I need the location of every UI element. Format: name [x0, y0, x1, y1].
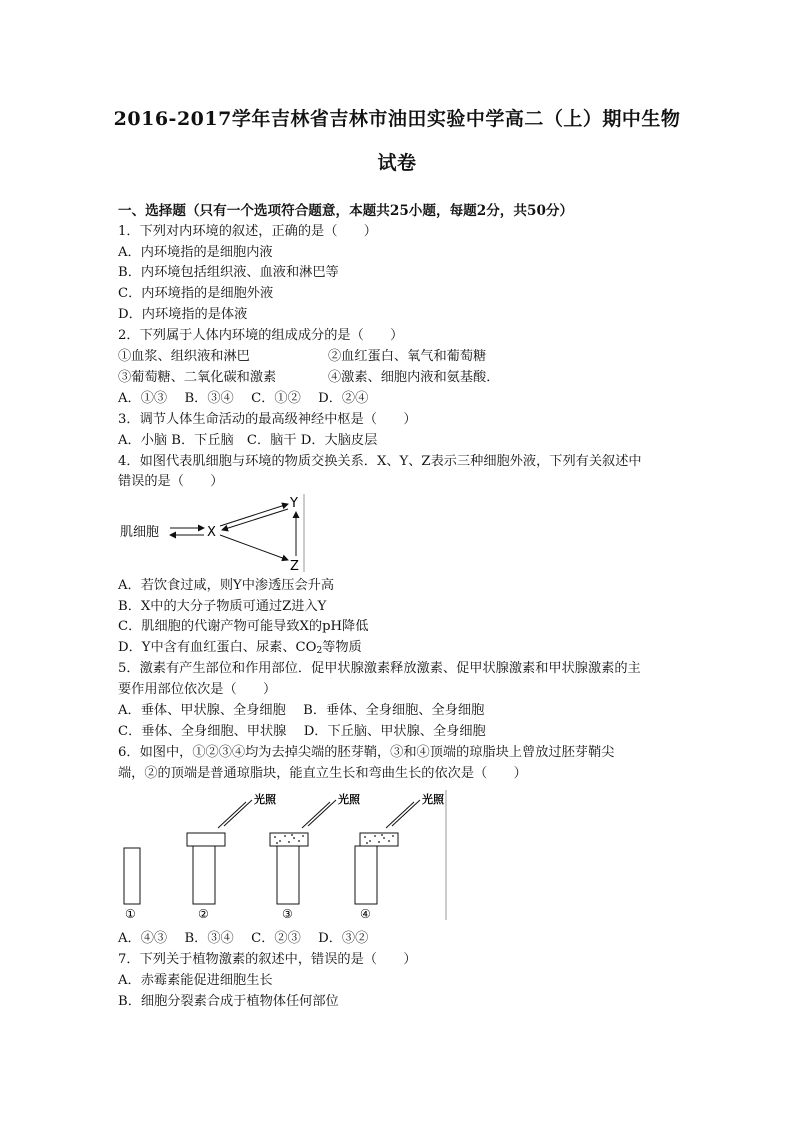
coleoptile-2 [193, 846, 215, 904]
question-5-options-ab: A．垂体、甲状腺、全身细胞 B．垂体、全身细胞、全身细胞 [118, 703, 485, 718]
question-4-exchange-diagram [118, 492, 308, 574]
question-2-item-2: ②血红蛋白、氧气和葡萄糖 [328, 349, 487, 364]
fluid-z-label: Z [290, 559, 299, 574]
question-2-options: A．①③ B．③④ C．①② D．②④ [118, 391, 369, 406]
section-heading: 一、选择题（只有一个选项符合题意，本题共25小题，每题2分，共50分） [118, 203, 574, 219]
question-2-item-4: ④激素、细胞内液和氨基酸． [328, 370, 500, 385]
coleoptile-3 [277, 846, 299, 904]
light-label-3: 光照 [338, 793, 360, 806]
coleoptile-1-label: ① [125, 907, 136, 921]
question-4-stem-continued: 错误的是（ ） [118, 474, 224, 489]
question-3-options: A．小脑 B．下丘脑 C．脑干 D．大脑皮层 [118, 433, 378, 448]
question-6-options: A．④③ B．③④ C．②③ D．③② [118, 931, 369, 946]
question-4-option-a: A．若饮食过咸，则Y中渗透压会升高 [118, 578, 335, 593]
question-1-option-d: D．内环境指的是体液 [118, 307, 248, 322]
option-d-text-end: 等物质 [322, 640, 362, 655]
light-label-4: 光照 [422, 793, 444, 806]
question-1-option-a: A．内环境指的是细胞内液 [118, 245, 273, 260]
plain-agar-block [187, 833, 225, 846]
question-3-stem: 3．调节人体生命活动的最高级神经中枢是（ ） [118, 412, 417, 427]
question-7-stem: 7．下列关于植物激素的叙述中，错误的是（ ） [118, 952, 417, 967]
question-4-option-c: C．肌细胞的代谢产物可能导致X的pH降低 [118, 619, 369, 634]
question-1-stem: 1．下列对内环境的叙述，正确的是（ ） [118, 224, 377, 239]
question-5-options-cd: C．垂体、全身细胞、甲状腺 D．下丘脑、甲状腺、全身细胞 [118, 724, 486, 739]
question-2-stem: 2．下列属于人体内环境的组成成分的是（ ） [118, 328, 404, 343]
question-4-stem: 4．如图代表肌细胞与环境的物质交换关系．X、Y、Z表示三种细胞外液，下列有关叙述中 [118, 454, 642, 469]
treated-agar-block-4 [360, 833, 398, 846]
question-4-option-d [118, 638, 362, 661]
coleoptile-2-label: ② [198, 907, 209, 921]
fluid-y-label: Y [290, 496, 298, 511]
coleoptile-4 [355, 846, 377, 904]
question-7-option-a: A．赤霉素能促进细胞生长 [118, 973, 273, 988]
question-5-stem: 5．激素有产生部位和作用部位．促甲状腺激素释放激素、促甲状腺激素和甲状腺激素的主 [118, 661, 641, 676]
light-label-2: 光照 [254, 793, 276, 806]
page-title-continued: 试卷 [377, 152, 417, 174]
fluid-x-label: X [207, 525, 216, 540]
coleoptile-3-label: ③ [282, 907, 293, 921]
question-6-stem-continued: 端，②的顶端是普通琼脂块，能直立生长和弯曲生长的依次是（ ） [118, 766, 527, 781]
question-6-coleoptile-diagram [116, 786, 450, 922]
question-1-option-b: B．内环境包括组织液、血液和淋巴等 [118, 265, 339, 280]
coleoptile-4-label: ④ [360, 907, 371, 921]
coleoptile-1 [124, 848, 140, 904]
question-1-option-c: C．内环境指的是细胞外液 [118, 286, 274, 301]
question-7-option-b: B．细胞分裂素合成于植物体任何部位 [118, 994, 339, 1009]
page-title: 2016-2017学年吉林省吉林市油田实验中学高二（上）期中生物 [113, 108, 681, 130]
question-2-item-1: ①血浆、组织液和淋巴 [118, 349, 250, 364]
question-2-item-3: ③葡萄糖、二氧化碳和激素 [118, 370, 277, 385]
question-5-stem-continued: 要作用部位依次是（ ） [118, 682, 277, 697]
treated-agar-block-3 [270, 833, 308, 846]
co2-subscript: 2 [316, 646, 323, 656]
question-6-stem: 6．如图中，①②③④均为去掉尖端的胚芽鞘，③和④顶端的琼脂块上曾放过胚芽鞘尖 [118, 745, 615, 760]
option-d-text: D．Y中含有血红蛋白、尿素、CO [118, 640, 317, 655]
muscle-cell-label: 肌细胞 [120, 525, 160, 540]
question-4-option-b: B．X中的大分子物质可通过Z进入Y [118, 599, 327, 614]
